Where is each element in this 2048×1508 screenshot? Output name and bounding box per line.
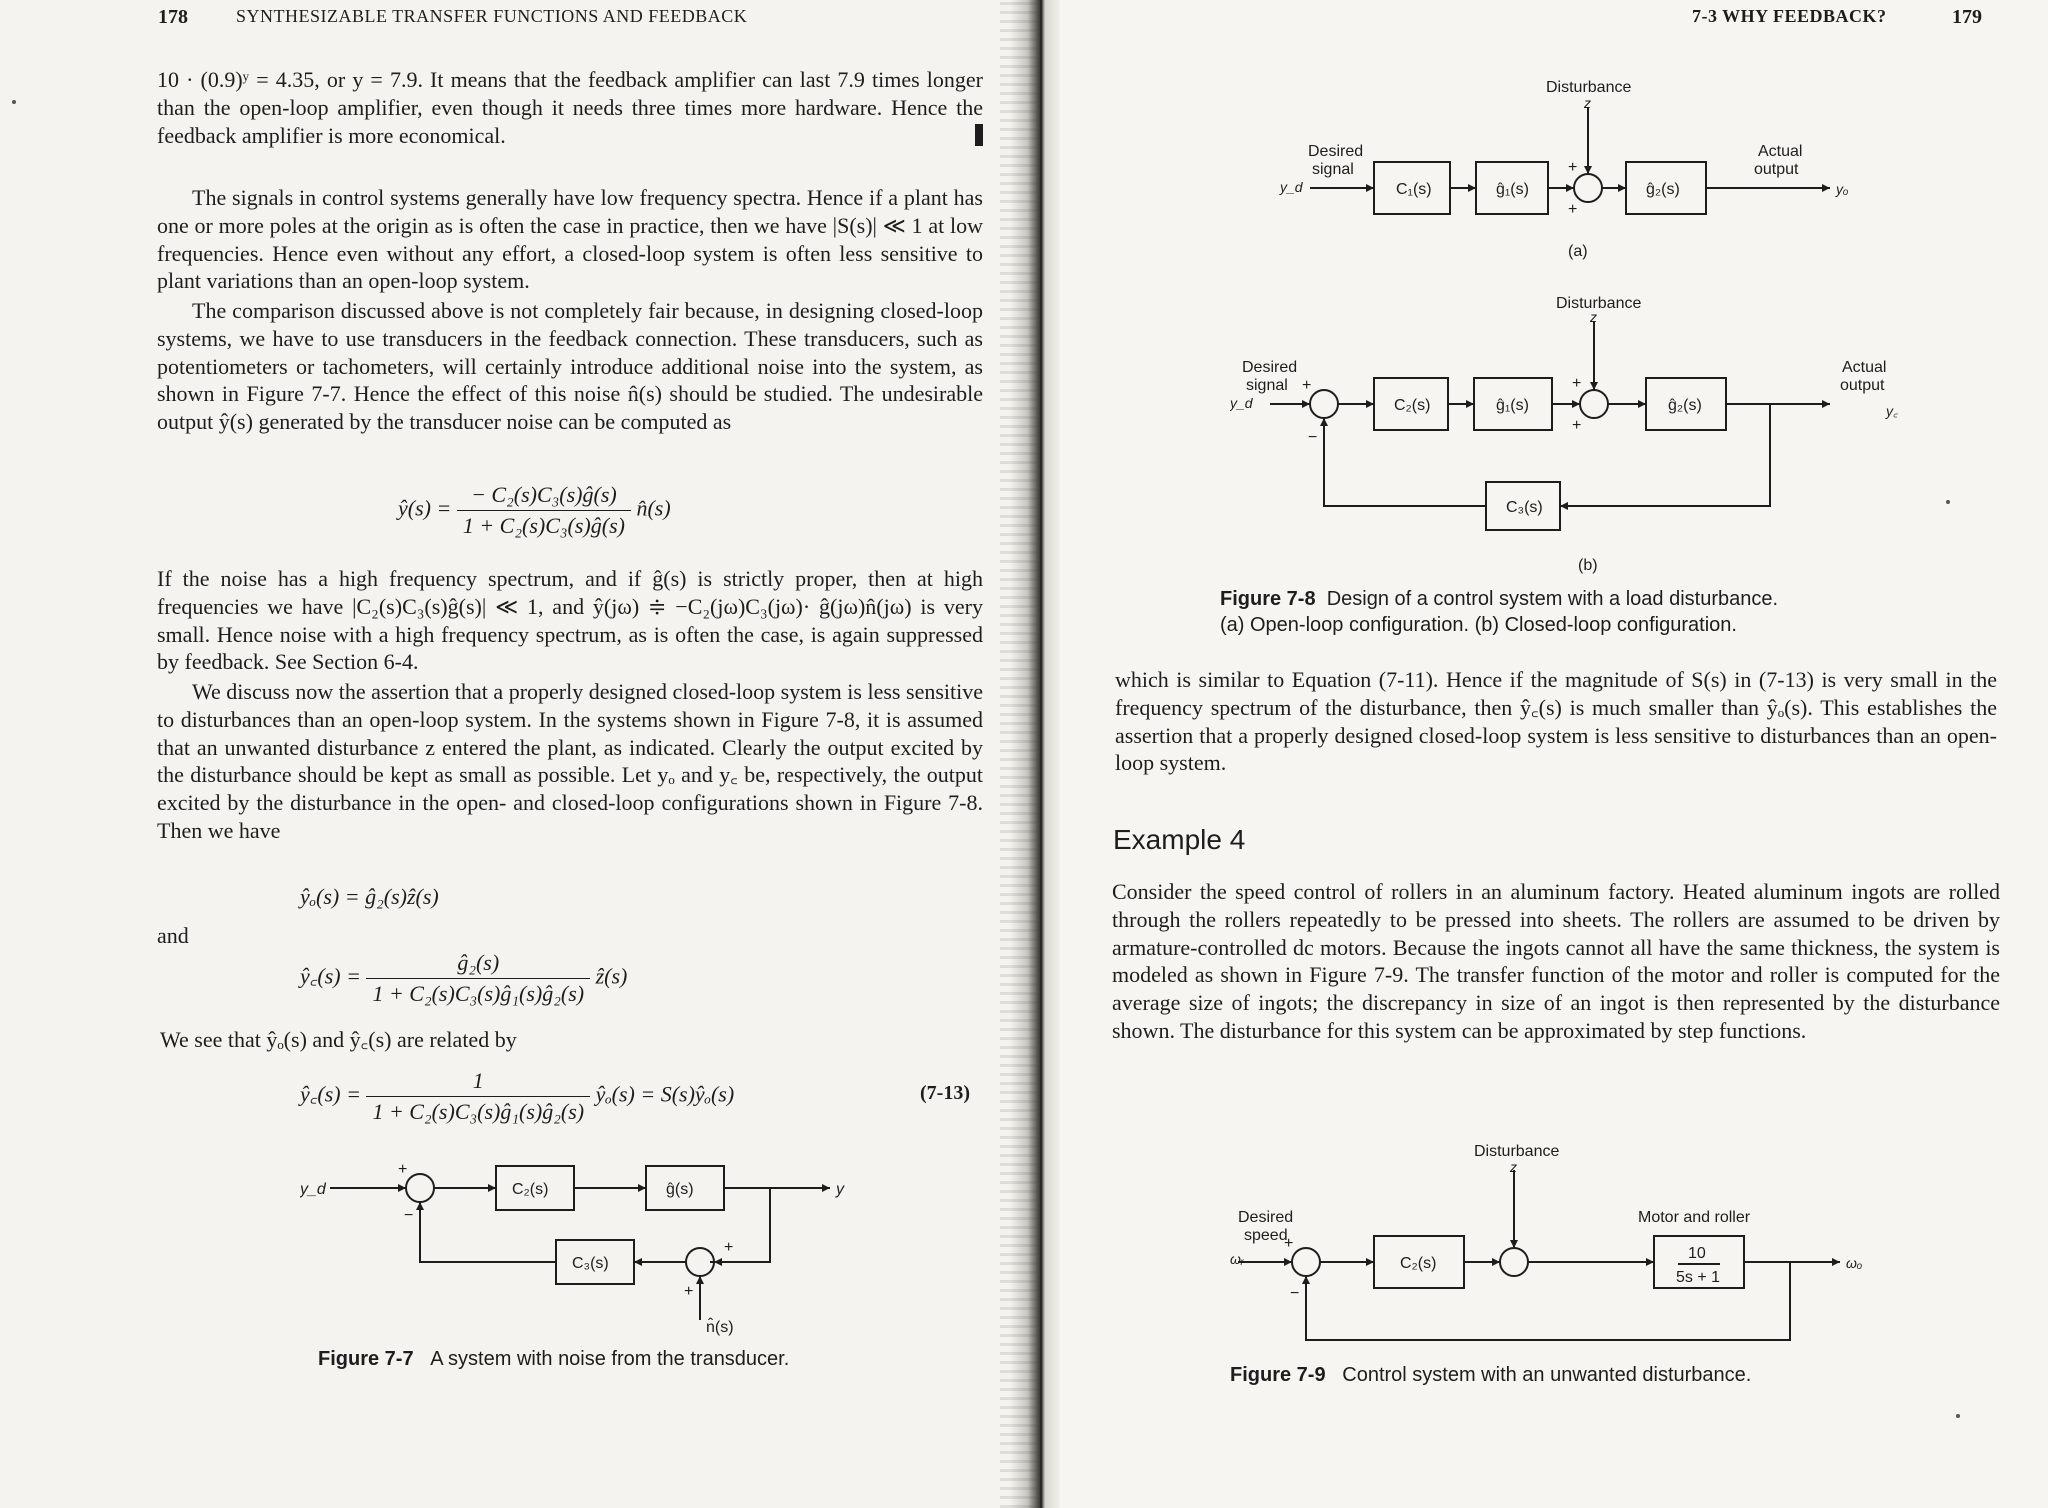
speck (1946, 500, 1950, 504)
equation-fraction (457, 482, 631, 539)
caption-number: Figure 7-9 (1230, 1364, 1326, 1386)
caption-number: Figure 7-8 (1220, 588, 1316, 610)
speck (1956, 1414, 1960, 1418)
arrow-head (1566, 184, 1574, 192)
equation-numerator: ĝ₂(s) (366, 950, 590, 979)
sign-plus: + (1302, 377, 1312, 394)
sign-plus: + (724, 1239, 734, 1256)
label-c3: C₃(s) (1506, 499, 1543, 516)
label-motor-roller: Motor and roller (1638, 1209, 1751, 1226)
paragraph-noise: If the noise has a high frequency spectrum, and if ĝ(s) is strictly proper, then at high frequencies we have |C₂(s)C₃(s)ĝ(s)| ≪ 1, and ŷ(jω) ≑ −C₂(jω)C₃(jω)· ĝ(jω)n̂(jω) is very small. Hence noise with a high frequency spectrum, as is often the case, is again suppressed by feedback. See Section 6-4. (157, 566, 983, 675)
arrow-head (1510, 1240, 1518, 1248)
label-signal: signal (1312, 161, 1354, 178)
label-z: z (1510, 1159, 1517, 1175)
label-c2: C₂(s) (1394, 397, 1431, 414)
summing-junction (1292, 1248, 1320, 1276)
paragraph-intro: 10 · (0.9)ʸ = 4.35, or y = 7.9. It means that the feedback amplifier can last 7.9 times longer than the open-loop amplifier, even though it needs three times more hardware. Hence the feedback amplifier is more economical. (157, 67, 983, 148)
tf-denominator: 5s + 1 (1676, 1269, 1721, 1286)
sign-plus: + (1284, 1235, 1294, 1252)
arrow-head (1584, 166, 1592, 174)
arrow-head (1302, 1276, 1310, 1284)
label-yo: yₒ (1836, 181, 1849, 197)
equation-lhs: ŷ(s) = (398, 495, 452, 521)
sign-minus: − (1290, 1285, 1300, 1302)
figure-7-8b-diagram (1230, 292, 1910, 582)
arrow-head (1366, 400, 1374, 408)
sign-minus: − (404, 1207, 414, 1224)
equation-rhs: n̂(s) (636, 495, 671, 521)
equation-number: (7-13) (920, 1082, 970, 1104)
arrow-head (1572, 400, 1580, 408)
paragraph-signals: The signals in control systems generally have low frequency spectra. Hence if a plant has one or more poles at the origin as is often the case in practice, then we have |S(s)| ≪ 1 at low frequencies. Hence even without any effort, a closed-loop system is often less sensitive to plant variations than an open-loop system. (157, 185, 983, 294)
equation-fraction (366, 1068, 590, 1125)
label-c1: C₁(s) (1396, 181, 1432, 198)
arrow-head (1822, 400, 1830, 408)
label-yc: y꜀ (1886, 403, 1898, 419)
figure-7-9-diagram (1210, 1140, 1890, 1360)
arrow-head (638, 1184, 646, 1192)
figure-7-7-diagram (300, 1150, 860, 1340)
arrow-head (1492, 1258, 1500, 1266)
sign-plus: + (1572, 417, 1582, 434)
caption-line-2: (a) Open-loop configuration. (b) Closed-loop configuration. (1220, 614, 1737, 636)
disturbance-summing-junction (1500, 1248, 1528, 1276)
and-text: and (157, 923, 189, 948)
figure-tag-a: (a) (1568, 243, 1588, 260)
label-g1: ĝ₁(s) (1496, 397, 1529, 414)
label-desired: Desired (1238, 1209, 1294, 1226)
caption-number: Figure 7-7 (318, 1348, 414, 1370)
arrow-head (1366, 1258, 1374, 1266)
figure-7-8a-diagram (1250, 80, 1890, 260)
sign-plus: + (398, 1161, 408, 1178)
equation-7-13 (300, 1068, 734, 1125)
caption-text: A system with noise from the transducer. (430, 1348, 790, 1370)
page-number-left: 178 (158, 6, 188, 28)
label-disturbance: Disturbance (1556, 295, 1642, 312)
summing-junction (1574, 174, 1602, 202)
equation-numerator: 1 (366, 1068, 590, 1097)
label-c2: C₂(s) (1400, 1255, 1437, 1272)
equation-lhs: ŷ꜀(s) = (300, 1081, 361, 1107)
equation-denominator: 1 + C₂(s)C₃(s)ĝ₁(s)ĝ₂(s) (372, 1099, 585, 1124)
label-actual: Actual (1758, 143, 1803, 160)
relation-text: We see that ŷₒ(s) and ŷ꜀(s) are related by (160, 1027, 517, 1052)
arrow-head (634, 1258, 642, 1266)
paragraph-disturbance: We discuss now the assertion that a properly designed closed-loop system is less sensitive to disturbances than an open-loop system. In the systems shown in Figure 7-8, it is assumed that an unwanted disturbance z entered the plant, as indicated. Clearly the output excited by the disturbance should be kept as small as possible. Let yₒ and y꜀ be, respectively, the output excited by the disturbance in the open- and closed-loop configurations shown in Figure 7-8. Then we have (157, 679, 983, 843)
equation-open-loop: ŷₒ(s) = ĝ₂(s)ẑ(s) (300, 884, 439, 909)
label-input: y_d (300, 1181, 326, 1198)
paragraph-comparison: The comparison discussed above is not completely fair because, in designing closed-loop systems, we have to use transducers in the feedback connection. These transducers, such as potentiometers or tachometers, will certainly introduce additional noise into the system, as shown in Figure 7-7. Hence the effect of this noise n̂(s) should be studied. The undesirable output ŷ(s) generated by the transducer noise can be computed as (157, 298, 983, 435)
arrow-head (1366, 184, 1374, 192)
label-desired: Desired (1242, 359, 1298, 376)
feedback-return-line (1324, 418, 1486, 506)
arrow-head (488, 1184, 496, 1192)
label-disturbance: Disturbance (1474, 1143, 1560, 1160)
label-c3: C₃(s) (572, 1255, 609, 1272)
end-of-proof-mark (975, 124, 983, 146)
label-g2: ĝ₂(s) (1646, 181, 1680, 198)
tf-numerator: 10 (1688, 1245, 1706, 1262)
label-wo: ωₒ (1846, 1255, 1863, 1271)
label-output: y (836, 1181, 844, 1198)
caption-text: Control system with an unwanted disturbance. (1342, 1364, 1752, 1386)
running-head-right: 7-3 WHY FEEDBACK? (1692, 6, 1887, 26)
label-z: z (1584, 95, 1591, 111)
disturbance-summing-junction (1580, 390, 1608, 418)
equation-fraction (366, 950, 590, 1007)
feedback-line (1560, 404, 1770, 506)
running-head-left: SYNTHESIZABLE TRANSFER FUNCTIONS AND FEEDBACK (236, 6, 748, 26)
sign-plus: + (1572, 375, 1582, 392)
sign-plus: + (684, 1283, 694, 1300)
arrow-head (1822, 184, 1830, 192)
arrow-head (1468, 184, 1476, 192)
arrow-head (1466, 400, 1474, 408)
label-g2: ĝ₂(s) (1668, 397, 1702, 414)
equation-denominator: 1 + C₂(s)C₃(s)ĝ₁(s)ĝ₂(s) (372, 981, 585, 1006)
feedback-line (710, 1188, 770, 1262)
label-disturbance: Disturbance (1546, 80, 1632, 96)
figure-tag-b: (b) (1578, 557, 1598, 574)
arrow-head (714, 1258, 722, 1266)
label-z: z (1590, 309, 1597, 325)
arrow-head (1284, 1258, 1292, 1266)
label-speed: speed (1244, 1227, 1288, 1244)
example-heading: Example 4 (1113, 824, 1246, 855)
arrow-head (1618, 184, 1626, 192)
paragraph-example: Consider the speed control of rollers in an aluminum factory. Heated aluminum ingots are rolled through the rollers repeatedly to be pressed into sheets. The rollers are assumed to be driven by armature-controlled dc motors. Because the ingots cannot all have the same thickness, the system is modeled as shown in Figure 7-9. The transfer function of the motor and roller is computed for the average size of ingots; the discrepancy in size of an ingot is then represented by the disturbance shown. The disturbance for this system can be approximated by step functions. (1112, 879, 2000, 1043)
figure-7-7-caption (318, 1346, 789, 1372)
figure-7-9-caption (1230, 1362, 1751, 1388)
arrow-head (1560, 502, 1568, 510)
arrow-head (1646, 1258, 1654, 1266)
label-wr: ωᵣ (1230, 1251, 1244, 1267)
page-number-right: 179 (1952, 6, 1982, 28)
arrow-head (1590, 382, 1598, 390)
summing-junction (1310, 390, 1338, 418)
arrow-head (1638, 400, 1646, 408)
equation-numerator: − C₂(s)C₃(s)ĝ(s) (457, 482, 631, 511)
label-noise: n̂(s) (706, 1319, 734, 1336)
label-yd: y_d (1230, 395, 1253, 411)
label-g1: ĝ₁(s) (1496, 181, 1529, 198)
sign-plus: + (1568, 201, 1578, 218)
label-output: output (1754, 161, 1799, 178)
arrow-head (822, 1184, 830, 1192)
label-signal: signal (1246, 377, 1288, 394)
arrow-head (1320, 418, 1328, 426)
equation-denominator: 1 + C₂(s)C₃(s)ĝ(s) (462, 513, 625, 538)
equation-noise-output (398, 482, 671, 539)
label-g: ĝ(s) (666, 1181, 694, 1198)
right-page (1060, 0, 2048, 1508)
speck (12, 100, 16, 104)
equation-rhs: ŷₒ(s) = S(s)ŷₒ(s) (595, 1081, 735, 1107)
arrow-head (398, 1184, 406, 1192)
label-c2: C₂(s) (512, 1181, 549, 1198)
equation-lhs: ŷ꜀(s) = (300, 963, 361, 989)
paragraph-similar: which is similar to Equation (7-11). Hence if the magnitude of S(s) in (7-13) is very small in the frequency spectrum of the disturbance, then ŷ꜀(s) is much smaller than ŷₒ(s). This establishes the assertion that a properly designed closed-loop system is less sensitive to disturbances than an open-loop system. (1115, 667, 1997, 776)
arrow-head (1302, 400, 1310, 408)
noise-summing-junction (686, 1248, 714, 1276)
gutter-shadow (1000, 0, 1040, 1508)
figure-7-8-caption (1220, 586, 1778, 638)
equation-rhs: ẑ(s) (595, 963, 628, 989)
label-yd: y_d (1280, 179, 1303, 195)
sign-plus: + (1568, 159, 1578, 176)
label-desired: Desired (1308, 143, 1364, 160)
arrow-head (1832, 1258, 1840, 1266)
label-output: output (1840, 377, 1885, 394)
equation-closed-loop (300, 950, 627, 1007)
summing-junction (406, 1174, 434, 1202)
arrow-head (696, 1276, 704, 1284)
label-actual: Actual (1842, 359, 1887, 376)
sign-minus: − (1308, 429, 1318, 446)
caption-line-1: Design of a control system with a load disturbance. (1326, 588, 1779, 610)
arrow-head (416, 1202, 424, 1210)
